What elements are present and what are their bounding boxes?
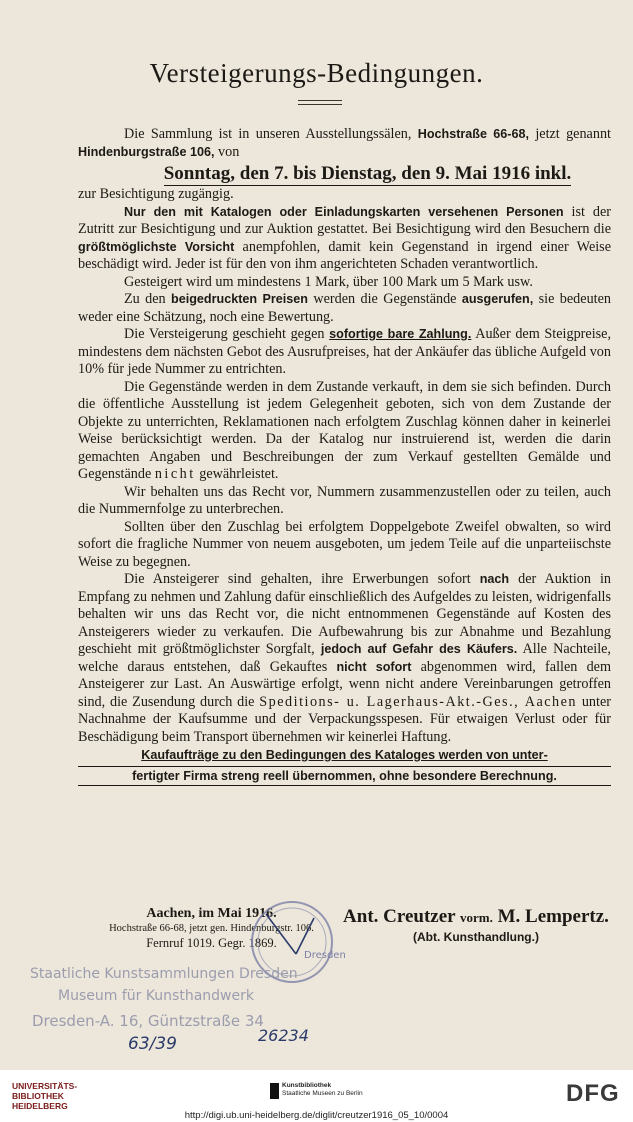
kunstbibliothek-logo-icon (270, 1083, 279, 1099)
firm-name (336, 906, 616, 929)
intro-paragraph (78, 126, 611, 161)
kb-subtitle: Staatliche Museen zu Berlin (282, 1090, 363, 1097)
prices-text-b: werden die Gegenstände (307, 291, 462, 307)
paragraph-prices (78, 291, 611, 326)
not-immediately-bold: nicht sofort (336, 659, 412, 674)
stamp-line-2: Museum für Kunsthandwerk (58, 988, 254, 1004)
title-rule-bottom (298, 104, 342, 105)
after-bold: nach (479, 572, 510, 586)
firm-name-2: M. Lempertz. (497, 906, 609, 927)
old-address: Hochstraße 66-68, (417, 127, 529, 141)
condition-spaced: nicht (154, 466, 196, 482)
kunstbibliothek-logo[interactable] (282, 1082, 363, 1098)
title-rule-top (298, 100, 342, 101)
university-line-2: BIBLIOTHEK (12, 1091, 64, 1101)
condition-text-a: Die Gegenstände werden in dem Zustande verkauft, in dem sie sich befinden. Durch die öffentliche Ausstellung ist jedem Gelegenheit geboten, sich von dem Zustande der Objekte zu unterrichten, Reklamationen nach erfolgtem Zuschlag können daher in keinerlei Weise berücksichtigt werden. Da der Katalog nur instruierend ist, werden die darin gemachten Angaben und Beschreibungen der zum Verkauf gestellten Gemälde und Gegenstände (78, 378, 611, 482)
shipping-company: Speditions- u. Lagerhaus-Akt.-Ges., Aachen (259, 693, 578, 710)
university-line-1: UNIVERSITÄTS- (12, 1081, 78, 1091)
prices-text-c: sie bedeuten weder eine Schätzung, noch eine Bewertung. (78, 291, 611, 325)
stamp-circle-text: Dresden (304, 950, 346, 961)
caution-bold: größtmöglichste Vorsicht (78, 239, 235, 254)
firm-vorm: vorm. (460, 910, 493, 925)
intro-text-1: Die Sammlung ist in unseren Ausstellungssälen, (124, 126, 418, 142)
paragraph-payment (78, 326, 611, 379)
admission-bold: Nur den mit Katalogen oder Einladungskarten versehenen Personen (124, 204, 564, 219)
called-bold: ausgerufen, (461, 292, 534, 306)
collection-text-a: Die Ansteigerer sind gehalten, ihre Erwerbungen sofort (124, 571, 480, 587)
paragraph-collection (78, 571, 611, 746)
viewing-dates (78, 161, 611, 186)
payment-text-b: Außer dem Steigpreise, mindestens dem nächsten Gebot des Ausrufpreises, hat der Ankäufer das übliche Aufgeld von 10% für jede Nummer zu entrichten. (78, 326, 612, 377)
prices-text-a: Zu den (124, 291, 172, 307)
risk-bold: jedoch auf Gefahr des Käufers. (320, 642, 518, 656)
conditions-text (78, 126, 611, 786)
signature-block-right (336, 906, 616, 945)
stamp-line-3: Dresden-A. 16, Güntzstraße 34 (32, 1012, 264, 1030)
admission-text-a: ist der Zutritt zur Besichtigung und zur Auktion gestattet. Bei Besichtigung wird den Besuchern die (78, 203, 611, 237)
dfg-logo[interactable]: DFG (566, 1080, 620, 1107)
purchase-orders-notice (78, 746, 611, 786)
intro-text-2: jetzt genannt (529, 126, 611, 142)
viewing-dates-text: Sonntag, den 7. bis Dienstag, den 9. Mai 1916 inkl. (163, 163, 572, 184)
firm-department: (Abt. Kunsthandlung.) (413, 930, 539, 944)
prices-bold: beigedruckten Preisen (171, 292, 308, 306)
collection-text-e: unter Nachnahme der Kaufsumme und der Verpackungsspesen. Für etwaigen Verlust oder für Beschädigung beim Transport übernehmen wir keinerlei Haftung. (78, 693, 611, 745)
paragraph-bidding: Gesteigert wird um mindestens 1 Mark, über 100 Mark um 5 Mark usw. (124, 273, 533, 290)
digitization-footer (0, 1070, 633, 1122)
kb-title: Kunstbibliothek (282, 1082, 332, 1089)
paragraph-numbers: Wir behalten uns das Recht vor, Nummern zusammenzustellen oder zu teilen, auch die Nummernfolge zu unterbrechen. (78, 483, 611, 517)
library-stamp (30, 962, 360, 1042)
paragraph-double-bids: Sollten über den Zuschlag bei erfolgtem Doppelgebote Zweifel obwalten, so wird sofort die fragliche Nummer von neuem ausgeboten, um jedem Teile auf die unparteiischste Weise zu begegnen. (78, 518, 611, 570)
paragraph-admission (78, 204, 611, 274)
handwritten-shelfmark: 63/39 (128, 1034, 177, 1054)
firm-phone: Fernruf 1019. Gegr. 1869. (146, 936, 277, 950)
condition-text-b: gewährleistet. (195, 466, 279, 482)
notice-line-2: fertigter Firma streng reell übernommen, ohne besondere Berechnung. (78, 766, 611, 786)
collection-text-b: der Auktion in Empfang zu nehmen und Zahlung dafür einschließlich des Aufgeldes zu leisten, widrigenfalls behalten wir uns das Recht vor, die nicht entnommenen Gegenstände auf Kosten des Ansteigerers wieder zu verkaufen. Die Aufbewahrung bis zur Abnahme und Bezahlung geschieht mit größtmöglichster Sorgfalt, (78, 571, 611, 657)
page-title: Versteigerungs-Bedingungen. (149, 58, 484, 88)
intro-text-3: von (214, 143, 240, 160)
university-line-3: HEIDELBERG (12, 1101, 68, 1111)
place-date: Aachen, im Mai 1916. (146, 906, 277, 921)
collection-text-d: abgenommen wird, fallen dem Ansteigerer zur Last. An Auswärtige erfolgt, wenn nicht andere Vereinbarungen getroffen sind, die Zusendung durch die (78, 658, 611, 710)
stamp-line-1: Staatliche Kunstsammlungen Dresden (30, 966, 298, 982)
paragraph-condition (78, 379, 611, 484)
university-library-logo[interactable] (12, 1081, 77, 1111)
notice-line-1: Kaufaufträge zu den Bedingungen des Kataloges werden von unter- (141, 748, 548, 762)
firm-address: Hochstraße 66-68, jetzt gen. Hindenburgstr. 106. (109, 923, 314, 934)
intro-text-4: zur Besichtigung zugängig. (78, 186, 234, 202)
collection-text-c: Alle Nachteile, welche daraus entstehen, daß Gekauftes (78, 641, 611, 675)
handwritten-inventory-number: 26234 (258, 1026, 309, 1045)
admission-text-b: anempfohlen, damit kein Gegenstand in irgend einer Weise beschädigt wird. Jeder ist für den von ihm angerichteten Schaden verantwortlich. (78, 238, 611, 272)
payment-text-a: Die Versteigerung geschieht gegen (124, 326, 330, 342)
page-url[interactable]: http://digi.ub.uni-heidelberg.de/diglit/creutzer1916_05_10/0004 (184, 1110, 449, 1121)
new-address: Hindenburgstraße 106, (78, 144, 215, 159)
payment-bold: sofortige bare Zahlung. (329, 327, 472, 341)
firm-name-1: Ant. Creutzer (343, 906, 456, 927)
